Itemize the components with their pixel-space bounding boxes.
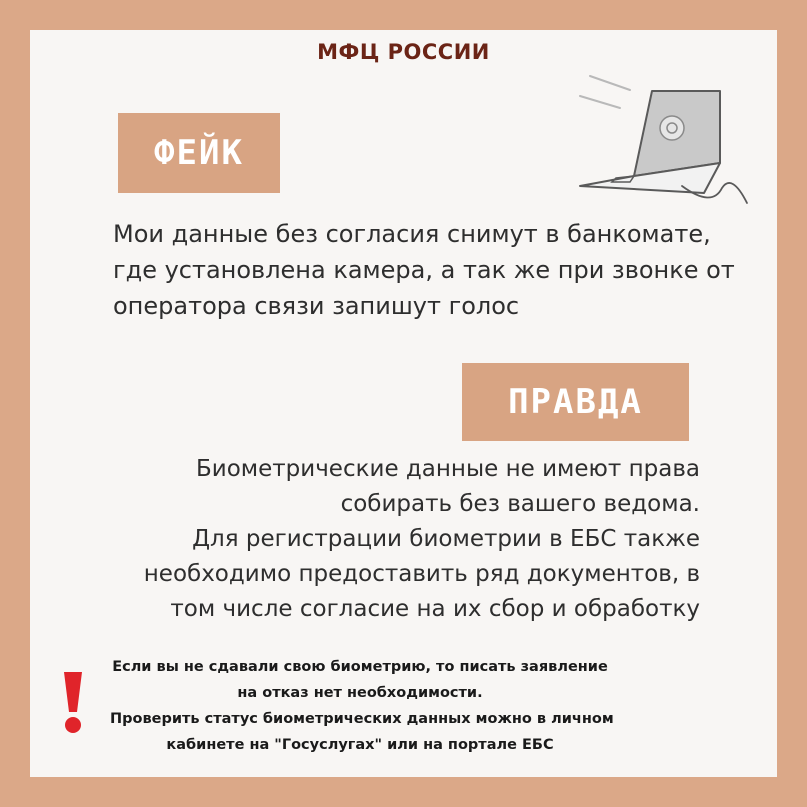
note-line: Если вы не сдавали свою биометрию, то писать заявление [112,659,608,675]
brand-title: МФЦ РОССИИ [317,40,490,64]
truth-line: Биометрические данные не имеют права [195,456,700,482]
note-line: на отказ нет необходимости. [237,685,483,701]
truth-line: необходимо предоставить ряд документов, в [143,561,700,587]
fake-line: Мои данные без согласия снимут в банкомате, [113,220,711,248]
note [110,654,614,758]
fake-label-box [118,113,280,193]
truth-label: ПРАВДА [508,382,643,422]
laptop-face-scan-icon [572,68,752,223]
fake-line: оператора связи запишут голос [113,292,520,320]
truth-label-box [462,363,689,441]
fake-statement [113,216,773,324]
truth-statement [80,452,700,627]
note-line: Проверить статус биометрических данных можно в личном [110,711,614,727]
fake-label: ФЕЙК [154,133,244,173]
exclamation-icon [58,668,88,736]
fake-line: где установлена камера, а так же при звонке от [113,256,735,284]
truth-line: собирать без вашего ведома. [340,491,700,517]
truth-line: том числе согласие на их сбор и обработку [170,596,700,622]
truth-line: Для регистрации биометрии в ЕБС также [192,526,700,552]
note-line: кабинете на "Госуслугах" или на портале ЕБС [166,737,554,753]
